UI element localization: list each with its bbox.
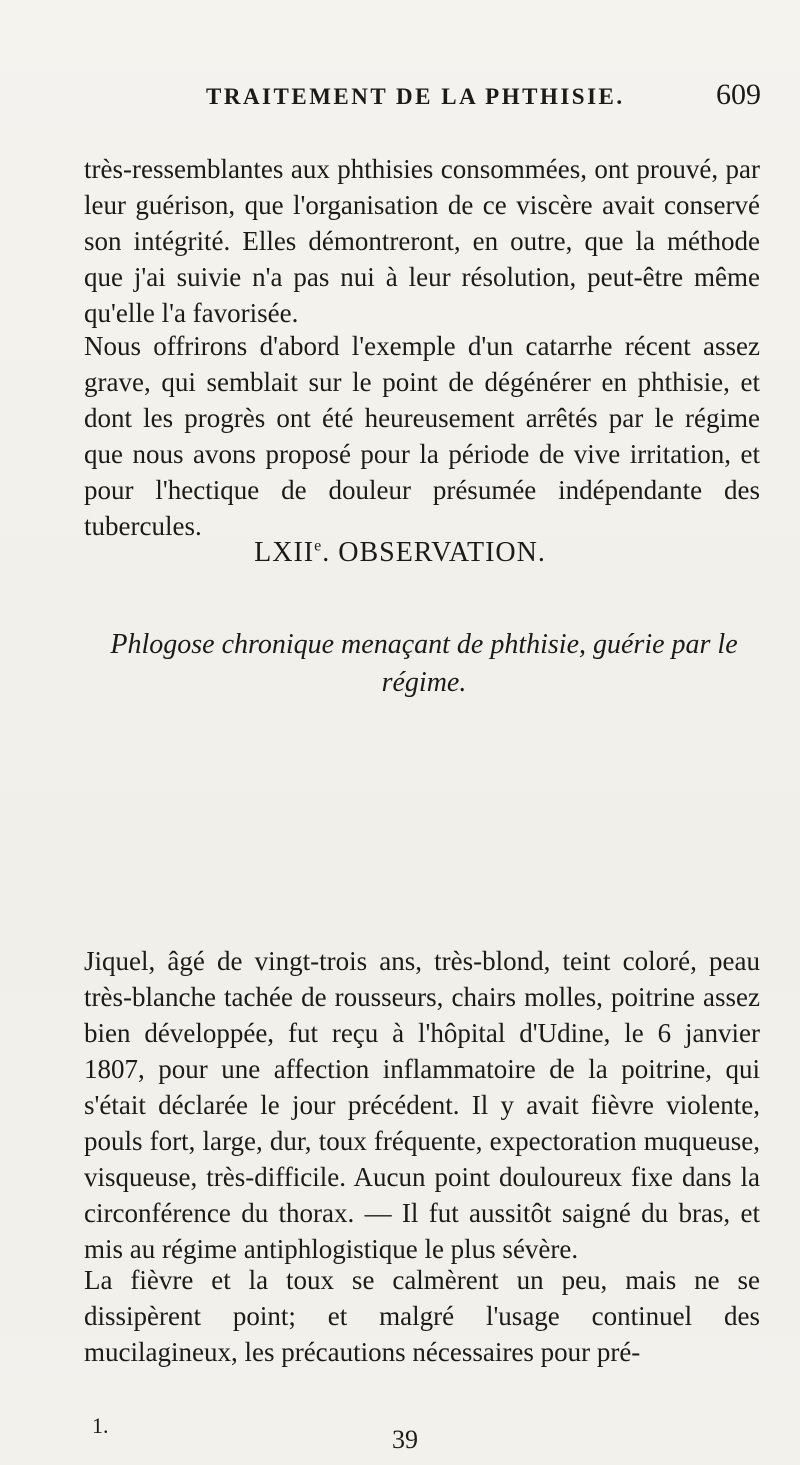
signature-number: 39 (392, 1425, 418, 1454)
paragraph-continuation: très-ressemblantes aux phthisies consommées, ont prouvé, par leur guérison, que l'organisation de ce viscère avait conservé son intégrité. Elles démontreront, en outre, que la méthode que j'ai suivie n'a pas nui à leur résolution, peut-être même qu'elle l'a favorisée. (84, 154, 760, 328)
paragraph-case-progress: La fièvre et la toux se calmèrent un peu, mais ne se dissipèrent point; et malgré l'usage continuel des mucilagineux, les précautions nécessaires pour pré- (84, 1265, 760, 1367)
observation-number-suffix: e (314, 537, 323, 555)
running-title: TRAITEMENT DE LA PHTHISIE. (206, 84, 625, 109)
page-number: 609 (716, 78, 761, 111)
observation-label: . OBSERVATION. (322, 537, 546, 568)
paragraph-case-description: Jiquel, âgé de vingt-trois ans, très-blond, teint coloré, peau très-blanche tachée de rousseurs, chairs molles, poitrine assez bien développée, fut reçu à l'hôpital d'Udine, le 6 janvier 1807, pour une affection inflammatoire de la poitrine, qui s'était déclarée le jour précédent. Il y avait fièvre violente, pouls fort, large, dur, toux fréquente, expectoration muqueuse, visqueuse, très-difficile. Aucun point douloureux fixe dans la circonférence du thorax. — Il fut aussitôt saigné du bras, et mis au régime antiphlogistique le plus sévère. (84, 946, 760, 1264)
signature-mark: 1. (92, 1413, 109, 1438)
paragraph-introduction: Nous offrirons d'abord l'exemple d'un catarrhe récent assez grave, qui semblait sur le point de dégénérer en phthisie, et dont les progrès ont été heureusement arrêtés par le régime que nous avons proposé pour la période de vive irritation, et pour l'hectique de douleur présumée indépendante des tubercules. (84, 331, 760, 541)
observation-subtitle: Phlogose chronique menaçant de phthisie, guérie par le régime. (110, 629, 738, 698)
observation-heading (0, 537, 800, 569)
observation-number: LXII (254, 537, 315, 568)
